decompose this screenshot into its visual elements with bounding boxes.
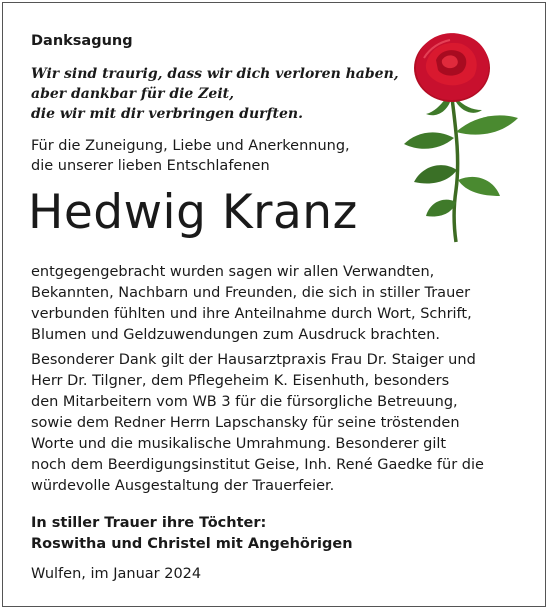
paragraph-line: Besonderer Dank gilt der Hausarztpraxis Frau Dr. Staiger und <box>31 352 476 368</box>
signoff-line: Roswitha und Christel mit Angehörigen <box>31 536 353 552</box>
deceased-name: Hedwig Kranz <box>28 185 358 240</box>
intro-line: Für die Zuneigung, Liebe und Anerkennung, <box>31 138 350 154</box>
paragraph-line: den Mitarbeitern vom WB 3 für die fürsorgliche Betreuung, <box>31 394 458 410</box>
rose-leaf <box>458 177 500 196</box>
motto-verse <box>31 64 399 124</box>
motto-line: die wir mit dir verbringen durften. <box>31 106 303 122</box>
paragraph-line: würdevolle Ausgestaltung der Trauerfeier. <box>31 478 335 494</box>
paragraph-line: Blumen und Geldzuwendungen zum Ausdruck brachten. <box>31 327 441 343</box>
special-thanks-paragraph <box>31 350 531 497</box>
intro-line: die unserer lieben Entschlafenen <box>31 158 270 174</box>
intro-text <box>31 136 381 176</box>
paragraph-line: noch dem Beerdigungsinstitut Geise, Inh. René Gaedke für die <box>31 457 484 473</box>
paragraph-line: sowie dem Redner Herrn Lapschansky für seine tröstenden <box>31 415 460 431</box>
motto-line: Wir sind traurig, dass wir dich verloren haben, <box>31 66 399 82</box>
thanks-paragraph <box>31 262 531 346</box>
red-rose-icon <box>390 20 540 245</box>
paragraph-line: entgegengebracht wurden sagen wir allen Verwandten, <box>31 264 435 280</box>
notice-heading: Danksagung <box>31 33 133 49</box>
rose-leaf <box>426 200 456 217</box>
paragraph-line: Bekannten, Nachbarn und Freunden, die sich in stiller Trauer <box>31 285 471 301</box>
motto-line: aber dankbar für die Zeit, <box>31 86 234 102</box>
rose-leaf <box>456 115 518 134</box>
paragraph-line: Worte und die musikalische Umrahmung. Besonderer gilt <box>31 436 447 452</box>
place-date: Wulfen, im Januar 2024 <box>31 566 202 582</box>
rose-leaf <box>414 165 457 183</box>
signoff-line: In stiller Trauer ihre Töchter: <box>31 515 267 531</box>
signoff <box>31 513 511 555</box>
paragraph-line: Herr Dr. Tilgner, dem Pflegeheim K. Eisenhuth, besonders <box>31 373 450 389</box>
rose-leaf <box>404 132 454 148</box>
paragraph-line: verbunden fühlten und ihre Anteilnahme durch Wort, Schrift, <box>31 306 472 322</box>
